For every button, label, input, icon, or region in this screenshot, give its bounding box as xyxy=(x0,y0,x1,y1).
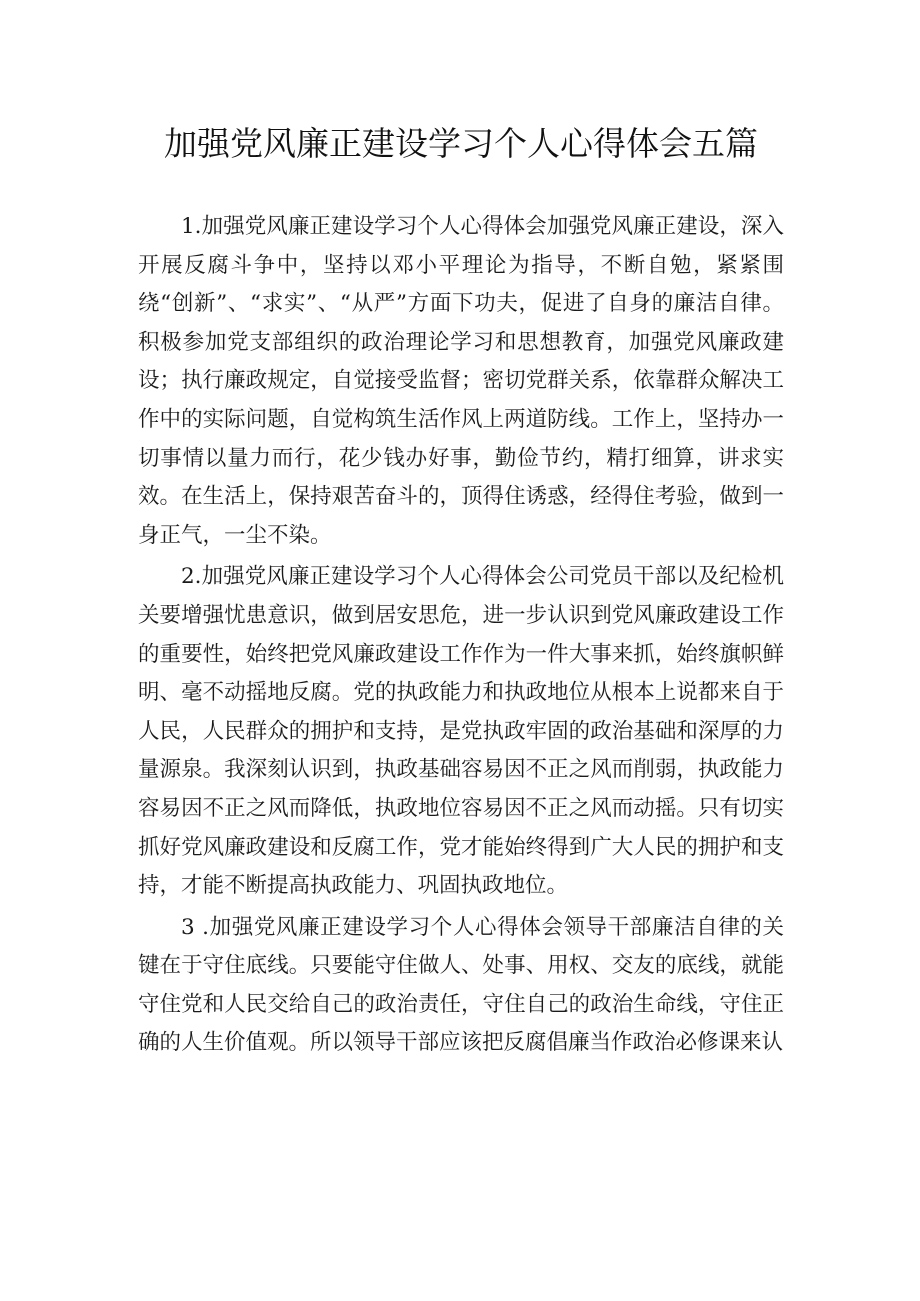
document-body xyxy=(138,208,784,1063)
document-title: 加强党风廉正建设学习个人心得体会五篇 xyxy=(164,124,758,163)
paragraph-1: 1.加强党风廉正建设学习个人心得体会加强党风廉正建设，深入开展反腐斗争中，坚持以邓小平理论为指导，不断自勉，紧紧围绕“创新”、“求实”、“从严”方面下功夫，促进了自身的廉洁自律。积极参加党支部组织的政治理论学习和思想教育，加强党风廉政建设；执行廉政规定，自觉接受监督；密切党群关系，依靠群众解决工作中的实际问题，自觉构筑生活作风上两道防线。工作上，坚持办一切事情以量力而行，花少钱办好事，勤俭节约，精打细算，讲求实效。在生活上，保持艰苦奋斗的，顶得住诱惑，经得住考验，做到一身正气，一尘不染。 xyxy=(138,214,784,548)
paragraph-3: 3 .加强党风廉正建设学习个人心得体会领导干部廉洁自律的关键在于守住底线。只要能守住做人、处事、用权、交友的底线，就能守住党和人民交给自己的政治责任，守住自己的政治生命线，守住正确的人生价值观。所以领导干部应该把反腐倡廉当作政治必修课来认 xyxy=(138,914,784,1056)
paragraph-2: 2.加强党风廉正建设学习个人心得体会公司党员干部以及纪检机关要增强忧患意识，做到居安思危，进一步认识到党风廉政建设工作的重要性，始终把党风廉政建设工作作为一件大事来抓，始终旗帜鲜明、毫不动摇地反腐。党的执政能力和执政地位从根本上说都来自于人民，人民群众的拥护和支持，是党执政牢固的政治基础和深厚的力量源泉。我深刻认识到，执政基础容易因不正之风而削弱，执政能力容易因不正之风而降低，执政地位容易因不正之风而动摇。只有切实抓好党风廉政建设和反腐工作，党才能始终得到广大人民的拥护和支持，才能不断提高执政能力、巩固执政地位。 xyxy=(138,564,784,899)
